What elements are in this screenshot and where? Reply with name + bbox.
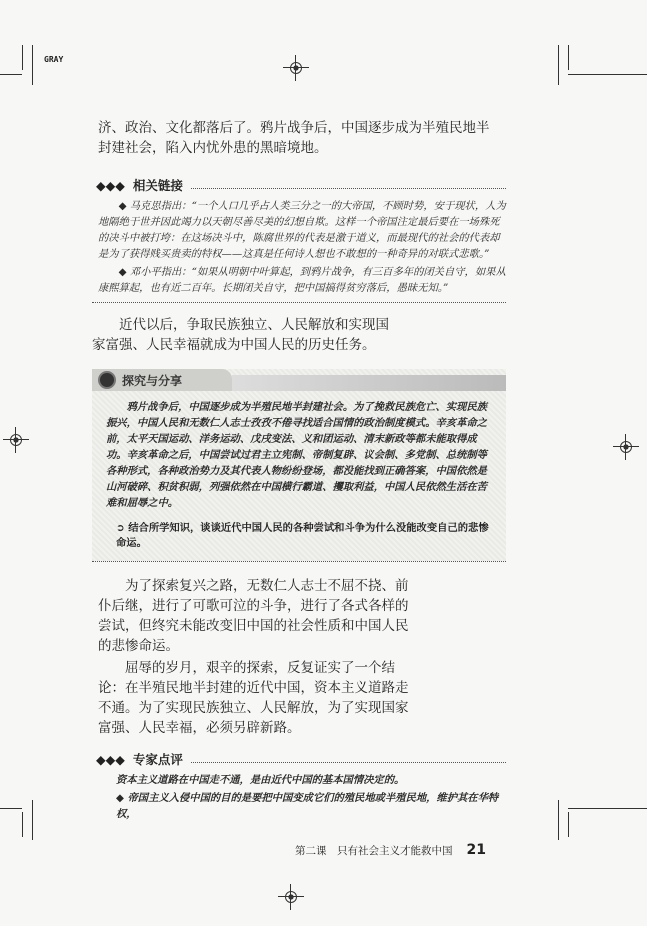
- crop-mark: [32, 45, 33, 85]
- crop-mark: [568, 74, 647, 75]
- intro-line: 封建社会，陷入内忧外患的黑暗境地。: [98, 140, 328, 156]
- related-links-quotes: [98, 198, 506, 296]
- page-content: [92, 118, 506, 918]
- crop-mark: [0, 74, 22, 75]
- intro-line: 济、政治、文化都落后了。鸦片战争后，中国逐步成为半殖民地半: [98, 120, 490, 136]
- review-line: ◆ 帝国主义入侵中国的目的是要把中国变成它们的殖民地或半殖民地，维护其在华特权，: [116, 792, 499, 820]
- crop-mark: [22, 812, 23, 837]
- explore-and-share-box: [92, 369, 506, 561]
- expert-review-title: 专家点评: [132, 752, 183, 767]
- quote-deng: ◆ 邓小平指出：“如果从明朝中叶算起，到鸦片战争，有三百多年的闭关自守，如果从康熙算起，也有近二百年。长期闭关自守，把中国搞得贫穷落后，愚昧无知。”: [98, 266, 506, 294]
- bottom-registration-area: [92, 878, 506, 918]
- intro-text: [98, 118, 506, 158]
- divider: [92, 561, 506, 562]
- related-links-title: 相关链接: [132, 178, 183, 193]
- lesson-title: 第二课 只有社会主义才能救中国: [295, 845, 453, 857]
- crop-mark: [32, 800, 33, 840]
- expert-review-text: [116, 772, 506, 822]
- registration-mark-icon: [287, 59, 305, 77]
- print-label: GRAY: [44, 55, 64, 64]
- question-text: 结合所学知识，谈谈近代中国人民的各种尝试和斗争为什么没能改变自己的悲惨命运。: [116, 522, 489, 549]
- arrow-circle-icon: ➲: [116, 522, 125, 534]
- diamond-bullets-icon: ◆◆◆: [96, 177, 125, 193]
- explore-text: 鸦片战争后，中国逐步成为半殖民地半封建社会。为了挽救民族危亡、实现民族振兴，中国人民和无数仁人志士孜孜不倦寻找适合国情的政治制度模式。辛亥革命之前，太平天国运动、洋务运动、戊戌变法、义和团运动、清末新政等都未能取得成功。辛亥革命之后，中国尝试过君主立宪制、帝制复辟、议会制、多党制、总统制等各种形式，各种政治势力及其代表人物纷纷登场，都没能找到正确答案，中国依然是山河破碎、积贫积弱，列强依然在中国横行霸道、攫取利益，中国人民依然生活在苦难和屈辱之中。: [106, 401, 487, 509]
- explore-question: [116, 521, 494, 551]
- crop-mark: [558, 800, 559, 840]
- page-footer: [92, 842, 506, 858]
- paragraph-historic-task: 近代以后，争取民族独立、人民解放和实现国家富强、人民幸福就成为中国人民的历史任务。: [92, 317, 389, 353]
- main-paragraphs: [98, 576, 416, 738]
- explore-icon: [98, 371, 116, 389]
- explore-title: 探究与分享: [122, 373, 183, 388]
- crop-mark: [568, 45, 569, 70]
- diamond-bullets-icon: ◆◆◆: [96, 751, 125, 767]
- crop-mark: [0, 808, 22, 809]
- divider: [92, 302, 506, 303]
- related-links-header: [96, 176, 506, 194]
- crop-mark: [568, 812, 569, 837]
- page-number: 21: [466, 842, 486, 858]
- quote-marx: ◆ 马克思指出：“一个人口几乎占人类三分之一的大帝国，不顾时势，安于现状，人为地隔绝于世并因此竭力以天朝尽善尽美的幻想自欺。这样一个帝国注定最后要在一场殊死的决斗中被打垮：在这场决斗中，陈腐世界的代表是激于道义，而最现代的社会的代表却是为了获得贱买贵卖的特权——这真是任何诗人想也不敢想的一种奇异的对联式悲歌。”: [98, 200, 506, 260]
- expert-review-header: [96, 750, 506, 768]
- crop-mark: [558, 45, 559, 85]
- registration-mark-icon: [7, 431, 25, 449]
- paragraph-exploration: 为了探索复兴之路，无数仁人志士不屈不挠、前仆后继，进行了可歌可泣的斗争，进行了各式各样的尝试，但终究未能改变旧中国的社会性质和中国人民的悲惨命运。: [98, 578, 409, 654]
- review-line: 资本主义道路在中国走不通，是由近代中国的基本国情决定的。: [116, 774, 405, 786]
- registration-mark-icon: [282, 888, 300, 906]
- crop-mark: [22, 45, 23, 70]
- registration-mark-icon: [617, 438, 635, 456]
- crop-mark: [568, 808, 647, 809]
- paragraph-conclusion: 屈辱的岁月，艰辛的探索，反复证实了一个结论：在半殖民地半封建的近代中国，资本主义道路走不通。为了实现民族独立、人民解放，为了实现国家富强、人民幸福，必须另辟新路。: [98, 660, 409, 736]
